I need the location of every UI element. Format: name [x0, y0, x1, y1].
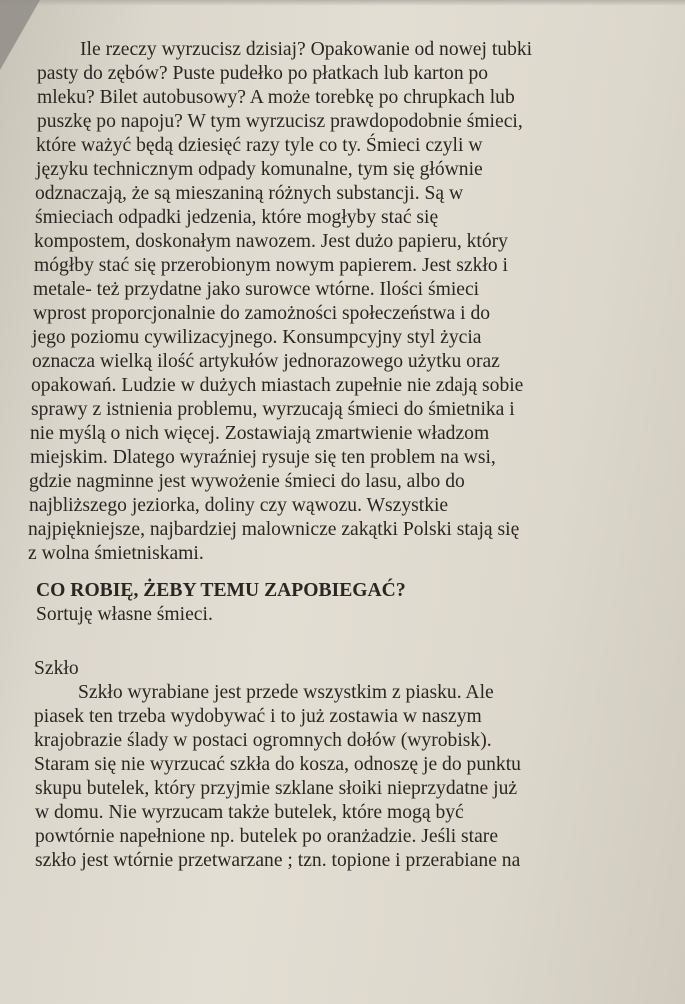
text-line: piasek ten trzeba wydobywać i to już zostawia w naszym	[34, 706, 482, 727]
text-line: oznacza wielką ilość artykułów jednorazowego użytku oraz	[32, 351, 500, 372]
text-line: odznaczają, że są mieszaniną różnych substancji. Są w	[35, 183, 464, 204]
text-line: Staram się nie wyrzucać szkła do kosza, odnoszę je do punktu	[34, 754, 521, 775]
text-line: opakowań. Ludzie w dużych miastach zupełnie nie zdają sobie	[31, 375, 524, 396]
text-line: najpiękniejsze, najbardziej malownicze zakątki Polski stają się	[28, 519, 520, 540]
text-line: wprost proporcjonalnie do zamożności społeczeństwa i do	[33, 303, 491, 324]
text-line: szkło jest wtórnie przetwarzane ; tzn. topione i przerabiane na	[35, 850, 521, 871]
text-line: sprawy z istnienia problemu, wyrzucają śmieci do śmietnika i	[31, 399, 515, 420]
text-line: pasty do zębów? Puste pudełko po płatkach lub karton po	[37, 63, 489, 84]
text-line: śmieciach odpadki jedzenia, które mogłyby stać się	[35, 207, 439, 228]
text-line: w domu. Nie wyrzucam także butelek, które mogą być	[35, 802, 464, 823]
text-line: nie myślą o nich więcej. Zostawiają zmartwienie władzom	[30, 423, 490, 444]
text-line: gdzie nagminne jest wywożenie śmieci do lasu, albo do	[29, 471, 465, 492]
text-line: mleku? Bilet autobusowy? A może torebkę po chrupkach lub	[37, 87, 515, 108]
text-line: mógłby stać się przerobionym nowym papierem. Jest szkło i	[34, 255, 508, 276]
text-line: najbliższego jeziorka, doliny czy wąwozu. Wszystkie	[29, 495, 449, 516]
text-line: krajobrazie ślady w postaci ogromnych dołów (wyrobisk).	[34, 730, 492, 751]
section-title-glass: Szkło	[34, 658, 79, 679]
text-line: które ważyć będą dziesięć razy tyle co ty. Śmieci czyli w	[36, 135, 483, 156]
text-line: kompostem, doskonałym nawozem. Jest dużo papieru, który	[34, 231, 508, 252]
text-line: puszkę po napoju? W tym wyrzucisz prawdopodobnie śmieci,	[37, 111, 523, 132]
text-line: skupu butelek, który przyjmie szklane słoiki nieprzydatne już	[35, 778, 518, 799]
section-heading: CO ROBIĘ, ŻEBY TEMU ZAPOBIEGAĆ?	[36, 580, 406, 601]
text-line: Ile rzeczy wyrzucisz dzisiaj? Opakowanie od nowej tubki	[80, 39, 533, 60]
document-page	[0, 38, 685, 998]
text-line: miejskim. Dlatego wyraźniej rysuje się ten problem na wsi,	[30, 447, 496, 468]
subheading: Sortuję własne śmieci.	[36, 604, 213, 625]
text-line: języku technicznym odpady komunalne, tym się głównie	[36, 159, 483, 180]
text-line: jego poziomu cywilizacyjnego. Konsumpcyjny styl życia	[32, 327, 482, 348]
text-line: metale- też przydatne jako surowce wtórne. Ilości śmieci	[33, 279, 480, 300]
text-line: z wolna śmietniskami.	[28, 543, 204, 564]
text-line: Szkło wyrabiane jest przede wszystkim z piasku. Ale	[78, 682, 494, 703]
text-line: powtórnie napełnione np. butelek po oranżadzie. Jeśli stare	[35, 826, 499, 847]
page-top-edge	[0, 0, 685, 6]
